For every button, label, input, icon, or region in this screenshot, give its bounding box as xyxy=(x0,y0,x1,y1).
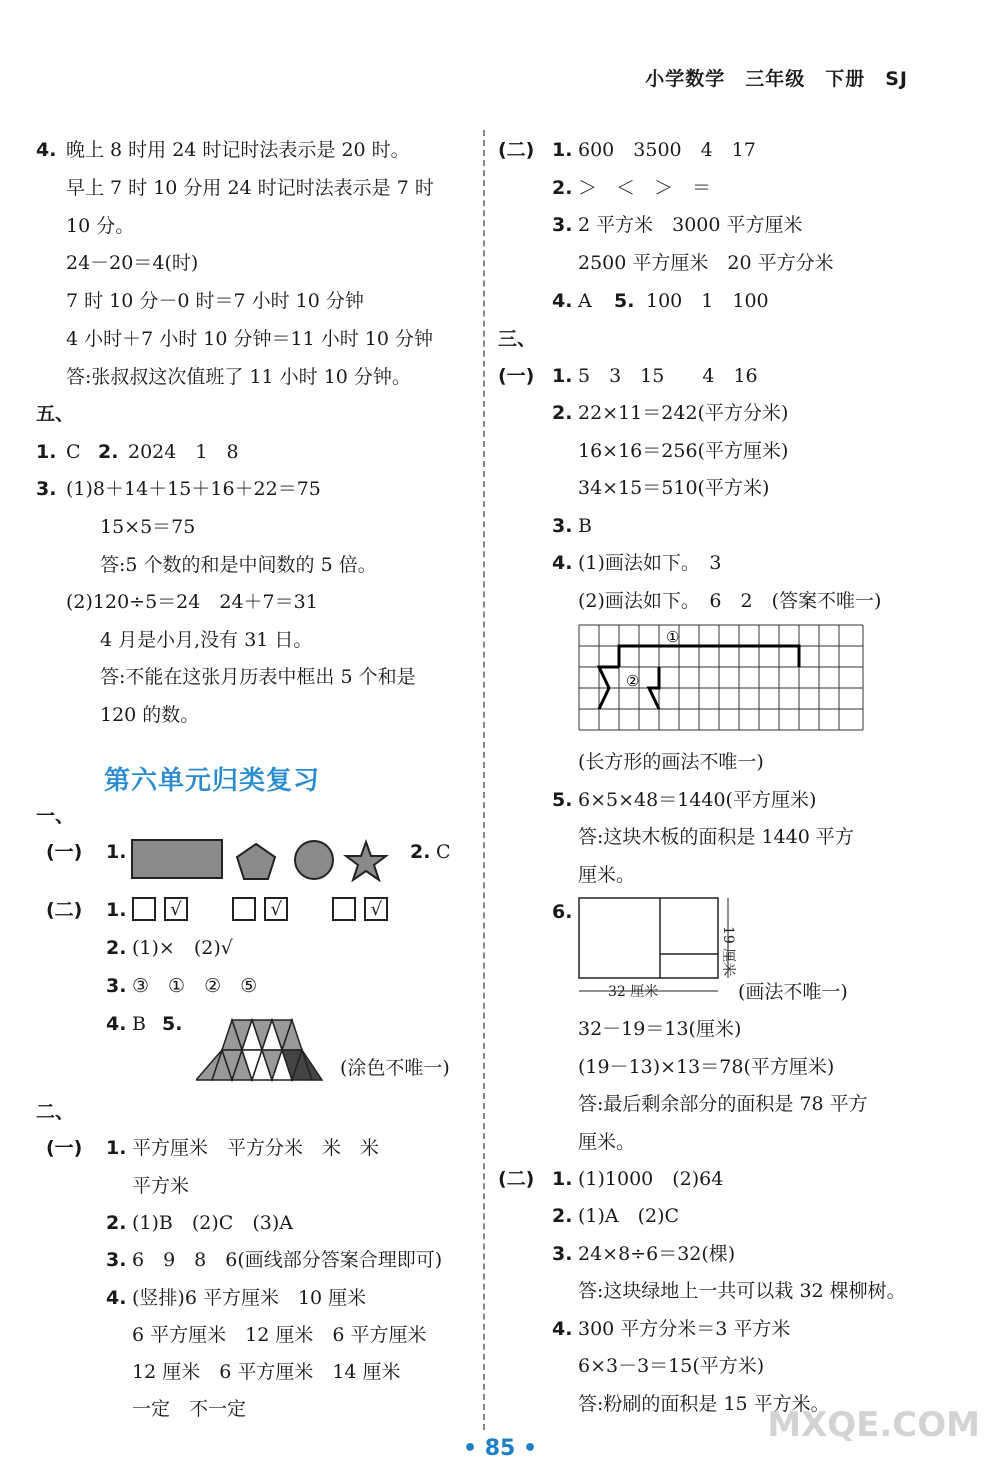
text-line: 16×16＝256(平方厘米) xyxy=(578,440,789,462)
answer-line: 答:粉刷的面积是 15 平方米。 xyxy=(578,1393,830,1415)
answer-text: 5 3 15 4 16 xyxy=(578,365,758,387)
text-line: 2 平方米 3000 平方厘米 xyxy=(578,214,803,236)
question-number: 2. xyxy=(552,402,573,424)
circle-shape xyxy=(295,841,333,879)
question-number: 1. xyxy=(552,1168,573,1190)
note-text: (画法不唯一) xyxy=(738,981,848,1003)
pentagon-shape xyxy=(237,844,275,879)
text-line: 7 时 10 分－0 时＝7 小时 10 分钟 xyxy=(66,290,364,312)
note-text: (长方形的画法不唯一) xyxy=(578,751,764,773)
text-line: (2)120÷5＝24 24＋7＝31 xyxy=(66,591,318,613)
section-heading: 五、 xyxy=(36,403,75,425)
answer-text: A xyxy=(578,290,592,312)
part-label: (二) xyxy=(498,1168,535,1190)
question-number: 3. xyxy=(106,975,127,997)
watermark: MXQE.COM xyxy=(767,1405,980,1445)
text-line: (竖排)6 平方厘米 10 厘米 xyxy=(132,1287,367,1309)
text-line: 平方米 xyxy=(132,1175,190,1197)
question-number: 1. xyxy=(36,441,57,463)
page-number: • 85 • xyxy=(462,1436,538,1461)
question-number: 3. xyxy=(552,515,573,537)
answer-text: B xyxy=(132,1013,146,1035)
answer-text: 6 9 8 6(画线部分答案合理即可) xyxy=(132,1249,443,1271)
question-number: 3. xyxy=(36,478,57,500)
text-line: 10 分。 xyxy=(66,215,135,237)
question-number: 2. xyxy=(410,841,431,863)
part-label: (一) xyxy=(46,841,83,863)
section-heading: 三、 xyxy=(498,328,537,350)
text-line: 300 平方分米＝3 平方米 xyxy=(578,1318,791,1340)
answer-text: ＞ ＜ ＞ ＝ xyxy=(578,177,712,199)
grid-figure xyxy=(578,624,866,736)
rectangle-cut-figure xyxy=(578,896,748,1006)
text-line: (2)画法如下。 6 2 (答案不唯一) xyxy=(578,590,882,612)
question-number: 4. xyxy=(552,552,573,574)
answer-text: B xyxy=(578,515,592,537)
text-line: 6×5×48＝1440(平方厘米) xyxy=(578,789,817,811)
question-number: 5. xyxy=(614,290,635,312)
question-number: 4. xyxy=(106,1013,127,1035)
answer-text: C xyxy=(66,441,81,463)
text-line: 15×5＝75 xyxy=(100,516,196,538)
star-shape xyxy=(346,842,386,880)
answer-line: 答:张叔叔这次值班了 11 小时 10 分钟。 xyxy=(66,366,411,388)
text-line: (1)画法如下。 3 xyxy=(578,552,722,574)
answer-line: 答:最后剩余部分的面积是 78 平方 xyxy=(578,1093,868,1115)
header-title: 小学数学 三年级 下册 SJ xyxy=(645,68,908,90)
empty-box xyxy=(232,897,256,921)
answer-line: 答:这块绿地上一共可以栽 32 棵柳树。 xyxy=(578,1280,906,1302)
question-number: 2. xyxy=(106,1212,127,1234)
answer-text: 2024 1 8 xyxy=(128,441,239,463)
text-line: 12 厘米 6 平方厘米 14 厘米 xyxy=(132,1361,401,1383)
grid-mark-1: ① xyxy=(666,628,680,646)
checked-box: √ xyxy=(264,897,288,921)
question-number: 1. xyxy=(552,365,573,387)
checked-box: √ xyxy=(364,897,388,921)
text-line: 4 小时＋7 小时 10 分钟＝11 小时 10 分钟 xyxy=(66,328,433,350)
question-number: 3. xyxy=(552,214,573,236)
question-number: 3. xyxy=(106,1249,127,1271)
question-number: 2. xyxy=(552,177,573,199)
answer-line: 厘米。 xyxy=(578,864,636,886)
checkbox-row xyxy=(132,896,390,921)
note-text: (涂色不唯一) xyxy=(340,1057,450,1079)
question-number: 6. xyxy=(552,901,573,923)
answer-text: (1)A (2)C xyxy=(578,1205,680,1227)
part-label: (二) xyxy=(498,139,535,161)
section-heading: 一、 xyxy=(36,805,75,827)
answer-text: ③ ① ② ⑤ xyxy=(132,975,258,997)
question-number: 4. xyxy=(36,139,57,161)
question-number: 3. xyxy=(552,1243,573,1265)
answer-line: 答:这块木板的面积是 1440 平方 xyxy=(578,826,854,848)
question-number: 5. xyxy=(162,1013,183,1035)
part-label: (二) xyxy=(46,899,83,921)
text-line: 平方厘米 平方分米 米 米 xyxy=(132,1137,380,1159)
part-label: (一) xyxy=(46,1137,83,1159)
part-label: (一) xyxy=(498,365,535,387)
answer-line: 答:不能在这张月历表中框出 5 个和是 xyxy=(100,666,416,688)
text-line: 32－19＝13(厘米) xyxy=(578,1018,742,1040)
answer-text: 100 1 100 xyxy=(646,290,769,312)
section-heading: 二、 xyxy=(36,1101,75,1123)
question-number: 4. xyxy=(552,1318,573,1340)
answer-line: 120 的数。 xyxy=(100,704,200,726)
width-label: 32 厘米 xyxy=(608,984,659,1000)
text-line: (19－13)×13＝78(平方厘米) xyxy=(578,1056,835,1078)
question-number: 2. xyxy=(98,441,119,463)
text-line: 24－20＝4(时) xyxy=(66,252,199,274)
trapezoid-triangles-figure xyxy=(196,1018,336,1082)
text-line: 早上 7 时 10 分用 24 时记时法表示是 7 时 xyxy=(66,177,434,199)
empty-box xyxy=(332,897,356,921)
empty-box xyxy=(132,897,156,921)
answer-text: (1)1000 (2)64 xyxy=(578,1168,724,1190)
question-number: 2. xyxy=(106,937,127,959)
answer-line: 厘米。 xyxy=(578,1131,636,1153)
text-line: (1)8＋14＋15＋16＋22＝75 xyxy=(66,478,321,500)
grid-mark-2: ② xyxy=(626,672,640,690)
answer-text: (1)× (2)√ xyxy=(132,937,233,959)
question-number: 1. xyxy=(106,841,127,863)
unit-title: 第六单元归类复习 xyxy=(104,766,321,796)
question-number: 1. xyxy=(552,139,573,161)
text-line: 24×8÷6＝32(棵) xyxy=(578,1243,736,1265)
question-number: 4. xyxy=(106,1287,127,1309)
question-number: 5. xyxy=(552,789,573,811)
text-line: 6 平方厘米 12 厘米 6 平方厘米 xyxy=(132,1324,427,1346)
answer-text: 600 3500 4 17 xyxy=(578,139,756,161)
rectangle-shape xyxy=(132,840,222,878)
question-number: 4. xyxy=(552,290,573,312)
height-label: 19 厘米 xyxy=(720,926,736,977)
question-number: 2. xyxy=(552,1205,573,1227)
shapes-figure xyxy=(130,838,390,882)
text-line: 一定 不一定 xyxy=(132,1398,247,1420)
column-divider xyxy=(483,130,485,1430)
answer-line: 答:5 个数的和是中间数的 5 倍。 xyxy=(100,554,377,576)
text-line: 22×11＝242(平方分米) xyxy=(578,402,789,424)
text-line: 6×3－3＝15(平方米) xyxy=(578,1355,765,1377)
text-line: 2500 平方厘米 20 平方分米 xyxy=(578,252,834,274)
checked-box: √ xyxy=(164,897,188,921)
answer-text: (1)B (2)C (3)A xyxy=(132,1212,293,1234)
question-number: 1. xyxy=(106,1137,127,1159)
text-line: 34×15＝510(平方米) xyxy=(578,477,770,499)
question-number: 1. xyxy=(106,899,127,921)
text-line: 4 月是小月,没有 31 日。 xyxy=(100,629,313,651)
answer-text: C xyxy=(436,841,451,863)
text-line: 晚上 8 时用 24 时记时法表示是 20 时。 xyxy=(66,139,410,161)
